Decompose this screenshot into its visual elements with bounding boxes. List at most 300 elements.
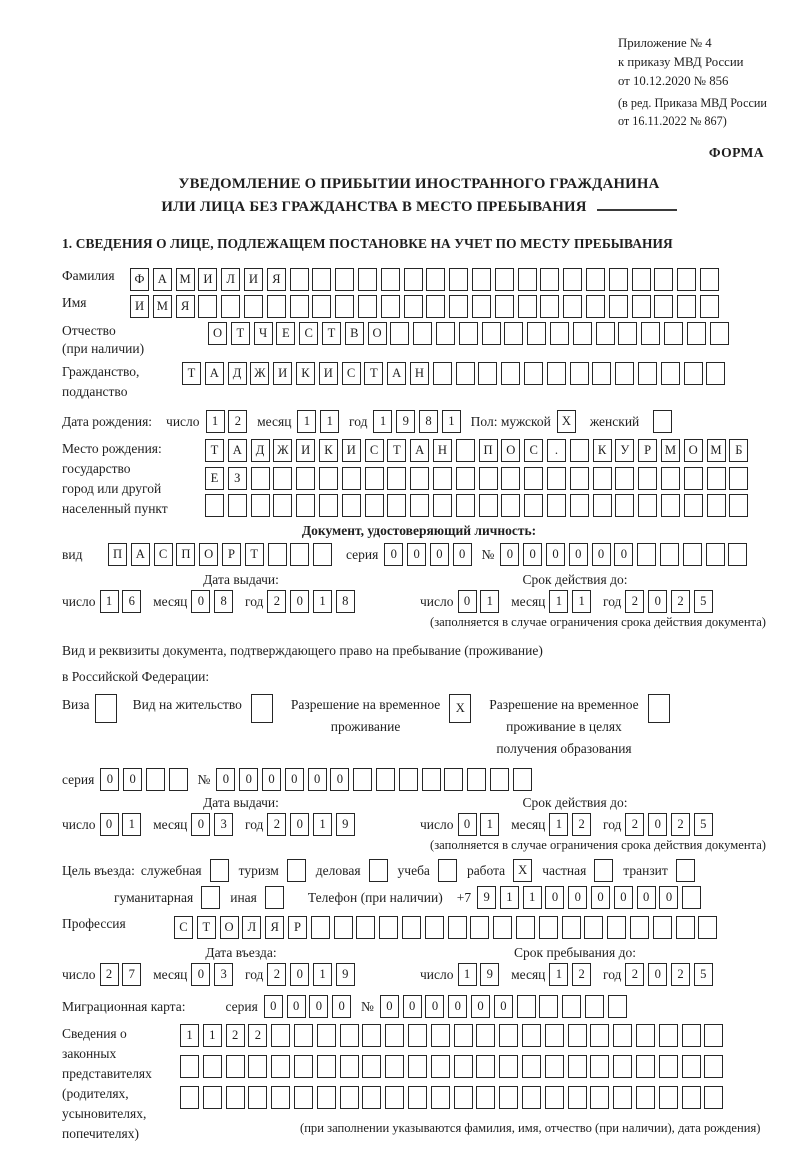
char-cell[interactable] <box>562 916 581 939</box>
char-cell[interactable] <box>615 494 634 517</box>
char-cell[interactable] <box>677 295 696 318</box>
visa-checkbox[interactable] <box>95 694 117 723</box>
char-cell[interactable] <box>637 543 656 566</box>
char-cell[interactable] <box>632 268 651 291</box>
char-cell[interactable] <box>704 1024 723 1047</box>
char-cell[interactable]: 1 <box>549 590 568 613</box>
char-cell[interactable] <box>540 295 559 318</box>
char-cell[interactable] <box>570 362 589 385</box>
char-cell[interactable] <box>586 295 605 318</box>
char-cell[interactable]: Т <box>245 543 264 566</box>
char-cell[interactable] <box>609 268 628 291</box>
char-cell[interactable] <box>615 362 634 385</box>
char-cell[interactable]: Н <box>433 439 452 462</box>
char-cell[interactable]: 0 <box>191 963 210 986</box>
char-cell[interactable] <box>358 295 377 318</box>
char-cell[interactable] <box>226 1086 245 1109</box>
char-cell[interactable]: 2 <box>228 410 247 433</box>
char-cell[interactable]: 6 <box>122 590 141 613</box>
char-cell[interactable]: О <box>220 916 239 939</box>
char-cell[interactable] <box>402 916 421 939</box>
char-cell[interactable] <box>707 467 726 490</box>
char-cell[interactable] <box>356 916 375 939</box>
char-cell[interactable] <box>659 1024 678 1047</box>
char-cell[interactable]: 0 <box>614 543 633 566</box>
char-cell[interactable] <box>296 494 315 517</box>
char-cell[interactable] <box>431 1086 450 1109</box>
char-cell[interactable] <box>449 268 468 291</box>
char-cell[interactable]: Л <box>221 268 240 291</box>
char-cell[interactable]: 1 <box>297 410 316 433</box>
char-cell[interactable] <box>472 268 491 291</box>
char-cell[interactable]: Т <box>197 916 216 939</box>
char-cell[interactable]: Б <box>729 439 748 462</box>
char-cell[interactable] <box>340 1055 359 1078</box>
char-cell[interactable]: Т <box>387 439 406 462</box>
char-cell[interactable]: 0 <box>309 995 328 1018</box>
char-cell[interactable] <box>342 494 361 517</box>
char-cell[interactable]: 0 <box>264 995 283 1018</box>
char-cell[interactable] <box>340 1024 359 1047</box>
char-cell[interactable] <box>448 916 467 939</box>
char-cell[interactable] <box>547 362 566 385</box>
char-cell[interactable]: 2 <box>572 963 591 986</box>
char-cell[interactable]: М <box>176 268 195 291</box>
char-cell[interactable] <box>365 467 384 490</box>
char-cell[interactable]: 0 <box>308 768 327 791</box>
char-cell[interactable] <box>499 1024 518 1047</box>
char-cell[interactable] <box>342 467 361 490</box>
char-cell[interactable] <box>638 467 657 490</box>
char-cell[interactable] <box>444 768 463 791</box>
char-cell[interactable] <box>221 295 240 318</box>
char-cell[interactable] <box>294 1055 313 1078</box>
char-cell[interactable]: Е <box>276 322 295 345</box>
char-cell[interactable] <box>540 268 559 291</box>
char-cell[interactable] <box>700 295 719 318</box>
char-cell[interactable]: М <box>661 439 680 462</box>
char-cell[interactable] <box>636 1086 655 1109</box>
purpose-private-checkbox[interactable] <box>594 859 613 882</box>
char-cell[interactable] <box>547 467 566 490</box>
char-cell[interactable]: 2 <box>248 1024 267 1047</box>
char-cell[interactable] <box>313 543 332 566</box>
char-cell[interactable]: 9 <box>477 886 496 909</box>
char-cell[interactable]: Р <box>638 439 657 462</box>
char-cell[interactable]: Д <box>251 439 270 462</box>
char-cell[interactable] <box>593 467 612 490</box>
char-cell[interactable] <box>630 916 649 939</box>
char-cell[interactable] <box>456 439 475 462</box>
char-cell[interactable]: 0 <box>453 543 472 566</box>
char-cell[interactable]: 2 <box>226 1024 245 1047</box>
char-cell[interactable]: Т <box>364 362 383 385</box>
char-cell[interactable]: Т <box>231 322 250 345</box>
char-cell[interactable]: Е <box>205 467 224 490</box>
char-cell[interactable] <box>381 268 400 291</box>
char-cell[interactable]: 0 <box>285 768 304 791</box>
char-cell[interactable] <box>312 295 331 318</box>
char-cell[interactable]: 0 <box>425 995 444 1018</box>
char-cell[interactable]: 0 <box>494 995 513 1018</box>
char-cell[interactable] <box>682 1086 701 1109</box>
char-cell[interactable]: 8 <box>419 410 438 433</box>
char-cell[interactable] <box>504 322 523 345</box>
char-cell[interactable] <box>362 1086 381 1109</box>
char-cell[interactable] <box>707 494 726 517</box>
char-cell[interactable]: 0 <box>648 590 667 613</box>
char-cell[interactable]: Т <box>182 362 201 385</box>
purpose-study-checkbox[interactable] <box>438 859 457 882</box>
char-cell[interactable]: 0 <box>290 813 309 836</box>
char-cell[interactable]: 0 <box>216 768 235 791</box>
char-cell[interactable]: З <box>228 467 247 490</box>
char-cell[interactable]: 2 <box>267 813 286 836</box>
char-cell[interactable] <box>570 439 589 462</box>
char-cell[interactable] <box>518 295 537 318</box>
char-cell[interactable]: 0 <box>458 813 477 836</box>
char-cell[interactable]: 1 <box>458 963 477 986</box>
char-cell[interactable] <box>387 494 406 517</box>
char-cell[interactable] <box>456 362 475 385</box>
char-cell[interactable] <box>470 916 489 939</box>
char-cell[interactable]: 0 <box>384 543 403 566</box>
char-cell[interactable] <box>636 1055 655 1078</box>
char-cell[interactable] <box>376 768 395 791</box>
char-cell[interactable]: 0 <box>290 963 309 986</box>
char-cell[interactable] <box>493 916 512 939</box>
char-cell[interactable]: 0 <box>568 886 587 909</box>
char-cell[interactable]: 1 <box>572 590 591 613</box>
char-cell[interactable] <box>495 268 514 291</box>
char-cell[interactable]: 1 <box>442 410 461 433</box>
char-cell[interactable] <box>524 494 543 517</box>
char-cell[interactable] <box>296 467 315 490</box>
char-cell[interactable] <box>271 1086 290 1109</box>
purpose-transit-checkbox[interactable] <box>676 859 695 882</box>
char-cell[interactable] <box>248 1086 267 1109</box>
char-cell[interactable]: 1 <box>100 590 119 613</box>
char-cell[interactable]: С <box>154 543 173 566</box>
char-cell[interactable] <box>613 1086 632 1109</box>
char-cell[interactable] <box>422 768 441 791</box>
char-cell[interactable] <box>476 1086 495 1109</box>
char-cell[interactable] <box>590 1024 609 1047</box>
char-cell[interactable] <box>698 916 717 939</box>
char-cell[interactable]: Ч <box>254 322 273 345</box>
char-cell[interactable] <box>413 322 432 345</box>
char-cell[interactable] <box>180 1086 199 1109</box>
char-cell[interactable] <box>268 543 287 566</box>
char-cell[interactable] <box>456 494 475 517</box>
char-cell[interactable] <box>317 1024 336 1047</box>
char-cell[interactable]: 0 <box>430 543 449 566</box>
char-cell[interactable]: 0 <box>290 590 309 613</box>
char-cell[interactable]: 1 <box>180 1024 199 1047</box>
char-cell[interactable] <box>482 322 501 345</box>
char-cell[interactable] <box>585 995 604 1018</box>
char-cell[interactable]: 0 <box>330 768 349 791</box>
char-cell[interactable]: Л <box>242 916 261 939</box>
char-cell[interactable]: О <box>208 322 227 345</box>
char-cell[interactable]: А <box>228 439 247 462</box>
char-cell[interactable] <box>687 322 706 345</box>
char-cell[interactable]: А <box>410 439 429 462</box>
char-cell[interactable] <box>499 1055 518 1078</box>
char-cell[interactable]: Я <box>265 916 284 939</box>
char-cell[interactable] <box>609 295 628 318</box>
char-cell[interactable] <box>573 322 592 345</box>
char-cell[interactable]: Ф <box>130 268 149 291</box>
char-cell[interactable] <box>547 494 566 517</box>
char-cell[interactable]: Р <box>222 543 241 566</box>
char-cell[interactable] <box>524 362 543 385</box>
char-cell[interactable] <box>290 295 309 318</box>
char-cell[interactable]: С <box>342 362 361 385</box>
char-cell[interactable]: Н <box>410 362 429 385</box>
char-cell[interactable]: О <box>199 543 218 566</box>
char-cell[interactable] <box>683 543 702 566</box>
purpose-other-checkbox[interactable] <box>265 886 284 909</box>
char-cell[interactable]: 9 <box>396 410 415 433</box>
char-cell[interactable] <box>251 494 270 517</box>
char-cell[interactable]: 0 <box>448 995 467 1018</box>
char-cell[interactable] <box>568 1024 587 1047</box>
char-cell[interactable]: И <box>319 362 338 385</box>
char-cell[interactable]: 2 <box>671 813 690 836</box>
char-cell[interactable] <box>248 1055 267 1078</box>
char-cell[interactable] <box>290 268 309 291</box>
char-cell[interactable] <box>638 494 657 517</box>
char-cell[interactable] <box>584 916 603 939</box>
char-cell[interactable] <box>545 1086 564 1109</box>
char-cell[interactable]: 1 <box>480 813 499 836</box>
char-cell[interactable] <box>431 1024 450 1047</box>
char-cell[interactable]: 1 <box>320 410 339 433</box>
char-cell[interactable] <box>431 1055 450 1078</box>
char-cell[interactable] <box>478 362 497 385</box>
char-cell[interactable] <box>198 295 217 318</box>
char-cell[interactable] <box>479 467 498 490</box>
char-cell[interactable]: 3 <box>214 813 233 836</box>
char-cell[interactable]: 1 <box>313 813 332 836</box>
char-cell[interactable] <box>317 1055 336 1078</box>
char-cell[interactable]: И <box>273 362 292 385</box>
char-cell[interactable]: 5 <box>694 963 713 986</box>
char-cell[interactable]: Т <box>205 439 224 462</box>
char-cell[interactable]: О <box>368 322 387 345</box>
residence-permit-checkbox[interactable] <box>251 694 273 723</box>
char-cell[interactable] <box>273 467 292 490</box>
char-cell[interactable] <box>590 1055 609 1078</box>
char-cell[interactable]: 1 <box>500 886 519 909</box>
char-cell[interactable] <box>586 268 605 291</box>
char-cell[interactable]: 0 <box>471 995 490 1018</box>
char-cell[interactable]: 0 <box>637 886 656 909</box>
char-cell[interactable] <box>729 494 748 517</box>
char-cell[interactable] <box>590 1086 609 1109</box>
char-cell[interactable]: 2 <box>572 813 591 836</box>
char-cell[interactable] <box>684 494 703 517</box>
char-cell[interactable]: 0 <box>100 768 119 791</box>
char-cell[interactable]: 0 <box>659 886 678 909</box>
char-cell[interactable]: 1 <box>203 1024 222 1047</box>
char-cell[interactable] <box>518 268 537 291</box>
char-cell[interactable] <box>608 995 627 1018</box>
char-cell[interactable] <box>410 467 429 490</box>
char-cell[interactable]: А <box>153 268 172 291</box>
char-cell[interactable] <box>641 322 660 345</box>
char-cell[interactable]: 0 <box>500 543 519 566</box>
char-cell[interactable]: Т <box>322 322 341 345</box>
char-cell[interactable] <box>522 1086 541 1109</box>
char-cell[interactable]: О <box>684 439 703 462</box>
char-cell[interactable] <box>433 362 452 385</box>
char-cell[interactable] <box>490 768 509 791</box>
char-cell[interactable] <box>522 1024 541 1047</box>
purpose-business-checkbox[interactable] <box>369 859 388 882</box>
char-cell[interactable] <box>379 916 398 939</box>
char-cell[interactable] <box>596 322 615 345</box>
char-cell[interactable] <box>677 268 696 291</box>
char-cell[interactable]: С <box>365 439 384 462</box>
char-cell[interactable]: 5 <box>694 813 713 836</box>
char-cell[interactable]: Д <box>228 362 247 385</box>
char-cell[interactable]: 2 <box>267 963 286 986</box>
char-cell[interactable] <box>335 295 354 318</box>
char-cell[interactable] <box>653 916 672 939</box>
char-cell[interactable] <box>479 494 498 517</box>
char-cell[interactable]: 9 <box>336 813 355 836</box>
char-cell[interactable]: 0 <box>523 543 542 566</box>
char-cell[interactable]: 2 <box>267 590 286 613</box>
char-cell[interactable] <box>501 467 520 490</box>
char-cell[interactable] <box>385 1086 404 1109</box>
char-cell[interactable] <box>459 322 478 345</box>
char-cell[interactable]: 0 <box>403 995 422 1018</box>
char-cell[interactable] <box>729 467 748 490</box>
char-cell[interactable] <box>562 995 581 1018</box>
char-cell[interactable]: 0 <box>262 768 281 791</box>
char-cell[interactable] <box>203 1086 222 1109</box>
char-cell[interactable] <box>271 1055 290 1078</box>
char-cell[interactable] <box>312 268 331 291</box>
char-cell[interactable] <box>615 467 634 490</box>
char-cell[interactable] <box>638 362 657 385</box>
char-cell[interactable]: 0 <box>123 768 142 791</box>
char-cell[interactable]: 7 <box>122 963 141 986</box>
char-cell[interactable] <box>539 995 558 1018</box>
char-cell[interactable]: К <box>593 439 612 462</box>
char-cell[interactable]: 1 <box>373 410 392 433</box>
char-cell[interactable] <box>545 1024 564 1047</box>
char-cell[interactable] <box>426 295 445 318</box>
char-cell[interactable] <box>390 322 409 345</box>
char-cell[interactable]: 1 <box>122 813 141 836</box>
char-cell[interactable]: 1 <box>549 813 568 836</box>
purpose-official-checkbox[interactable] <box>210 859 229 882</box>
char-cell[interactable] <box>513 768 532 791</box>
char-cell[interactable]: 0 <box>191 590 210 613</box>
char-cell[interactable]: 9 <box>336 963 355 986</box>
char-cell[interactable] <box>454 1055 473 1078</box>
char-cell[interactable]: 2 <box>625 813 644 836</box>
char-cell[interactable]: 2 <box>671 963 690 986</box>
char-cell[interactable]: В <box>345 322 364 345</box>
char-cell[interactable] <box>710 322 729 345</box>
char-cell[interactable] <box>433 494 452 517</box>
char-cell[interactable]: 2 <box>625 590 644 613</box>
char-cell[interactable] <box>568 1086 587 1109</box>
char-cell[interactable] <box>661 362 680 385</box>
char-cell[interactable] <box>362 1055 381 1078</box>
char-cell[interactable]: 1 <box>313 590 332 613</box>
char-cell[interactable]: Ж <box>273 439 292 462</box>
char-cell[interactable] <box>545 1055 564 1078</box>
char-cell[interactable]: 0 <box>332 995 351 1018</box>
char-cell[interactable] <box>454 1024 473 1047</box>
char-cell[interactable]: 0 <box>239 768 258 791</box>
char-cell[interactable] <box>467 768 486 791</box>
char-cell[interactable] <box>476 1055 495 1078</box>
char-cell[interactable] <box>501 494 520 517</box>
char-cell[interactable] <box>205 494 224 517</box>
char-cell[interactable] <box>516 916 535 939</box>
char-cell[interactable] <box>454 1086 473 1109</box>
char-cell[interactable]: Я <box>176 295 195 318</box>
char-cell[interactable] <box>408 1024 427 1047</box>
char-cell[interactable] <box>226 1055 245 1078</box>
char-cell[interactable]: 0 <box>380 995 399 1018</box>
char-cell[interactable]: 1 <box>549 963 568 986</box>
char-cell[interactable] <box>654 295 673 318</box>
char-cell[interactable]: У <box>615 439 634 462</box>
char-cell[interactable]: 1 <box>480 590 499 613</box>
char-cell[interactable] <box>613 1055 632 1078</box>
char-cell[interactable] <box>410 494 429 517</box>
char-cell[interactable] <box>271 1024 290 1047</box>
char-cell[interactable]: А <box>205 362 224 385</box>
char-cell[interactable] <box>273 494 292 517</box>
char-cell[interactable] <box>425 916 444 939</box>
char-cell[interactable] <box>381 295 400 318</box>
char-cell[interactable] <box>684 467 703 490</box>
char-cell[interactable]: 0 <box>591 886 610 909</box>
temp-residence-permit-checkbox[interactable]: X <box>449 694 471 723</box>
char-cell[interactable] <box>353 768 372 791</box>
char-cell[interactable]: 0 <box>648 813 667 836</box>
char-cell[interactable] <box>433 467 452 490</box>
char-cell[interactable]: И <box>198 268 217 291</box>
char-cell[interactable] <box>228 494 247 517</box>
char-cell[interactable]: К <box>319 439 338 462</box>
char-cell[interactable] <box>294 1086 313 1109</box>
char-cell[interactable]: О <box>501 439 520 462</box>
char-cell[interactable] <box>146 768 165 791</box>
char-cell[interactable]: 2 <box>100 963 119 986</box>
char-cell[interactable]: 8 <box>214 590 233 613</box>
char-cell[interactable] <box>404 268 423 291</box>
char-cell[interactable] <box>522 1055 541 1078</box>
char-cell[interactable] <box>317 1086 336 1109</box>
char-cell[interactable] <box>404 295 423 318</box>
char-cell[interactable] <box>661 467 680 490</box>
char-cell[interactable]: И <box>130 295 149 318</box>
char-cell[interactable] <box>607 916 626 939</box>
char-cell[interactable] <box>568 1055 587 1078</box>
char-cell[interactable] <box>311 916 330 939</box>
char-cell[interactable] <box>387 467 406 490</box>
